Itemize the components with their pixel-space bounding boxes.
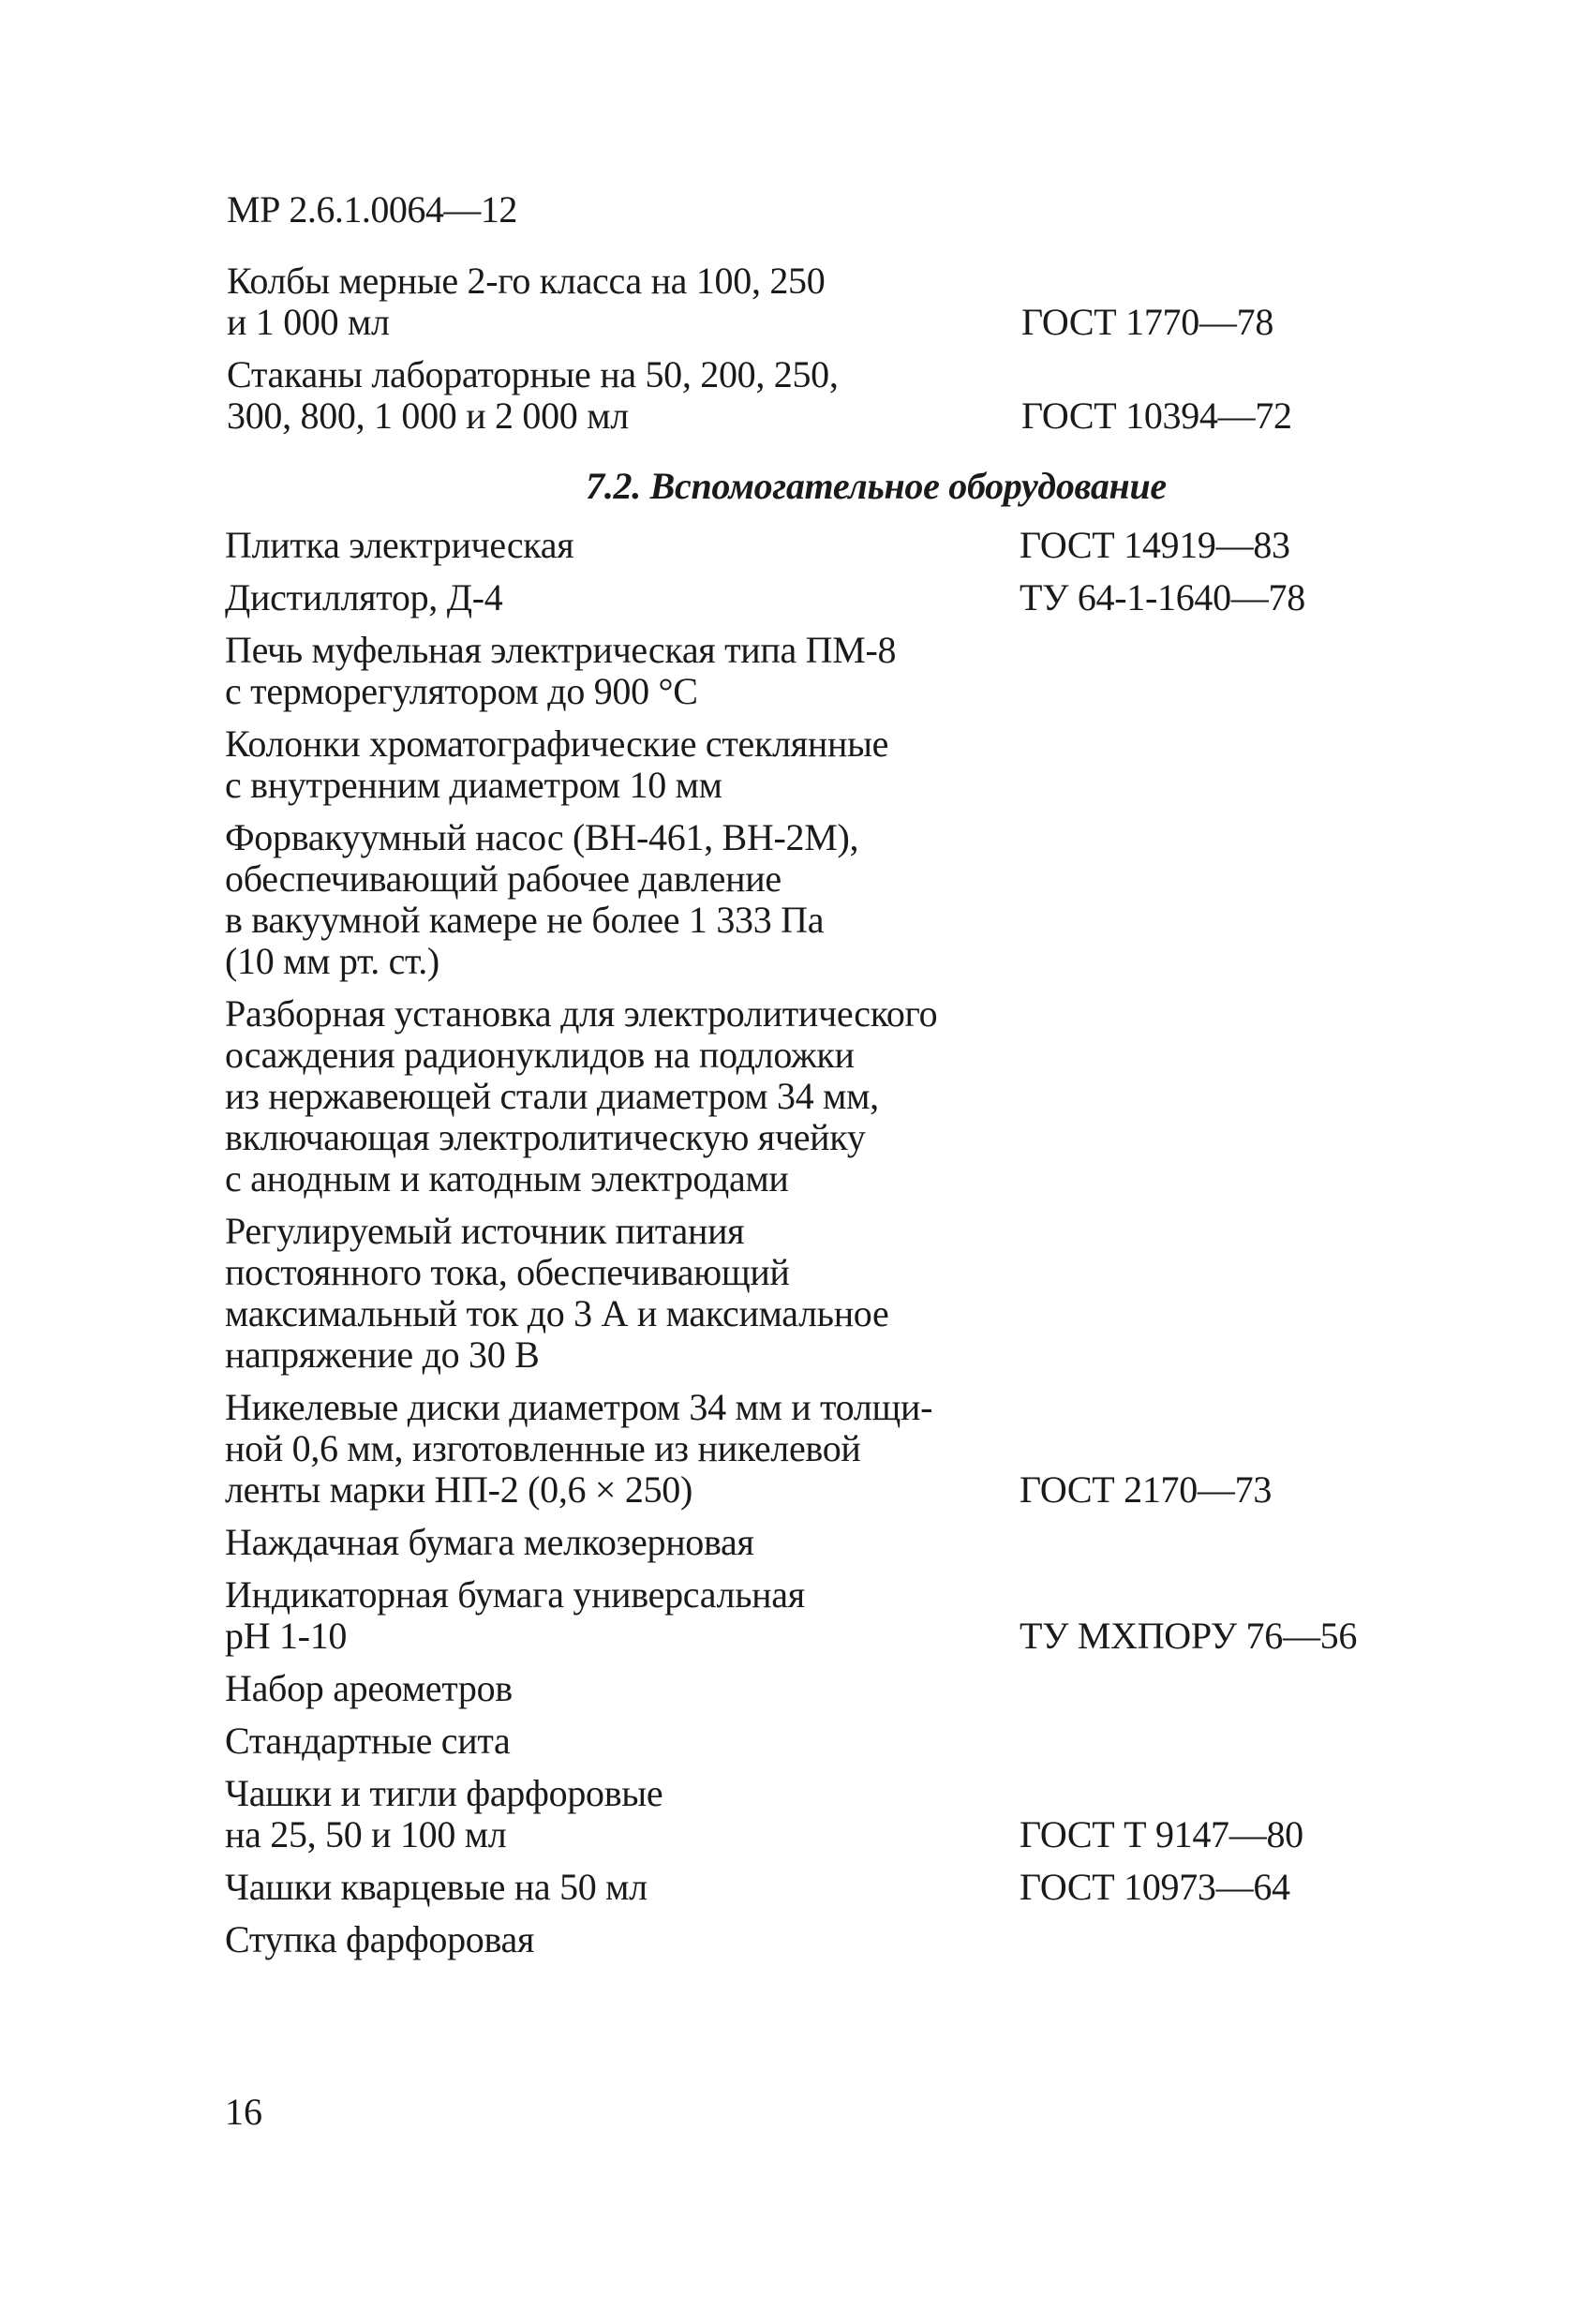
item-description: Чашки кварцевые на 50 мл (225, 1866, 648, 1908)
item-description: Разборная установка для электролитического осаждения радионуклидов на подложки из нержавеющей стали диаметром 34 мм, включающая электролитическую ячейку с анодным и катодным электродами (225, 992, 938, 1199)
item-description: Печь муфельная электрическая типа ПМ-8 с терморегулятором до 900 °С (225, 629, 897, 712)
item-standard: ГОСТ 10973—64 (1020, 1866, 1290, 1908)
list-item (225, 723, 1396, 806)
item-description: Форвакуумный насос (ВН-461, ВН-2М), обеспечивающий рабочее давление в вакуумной камере не более 1 333 Па (10 мм рт. ст.) (225, 816, 859, 982)
list-item (227, 261, 1398, 343)
list-item (225, 1721, 1396, 1762)
list-item (225, 1387, 1396, 1511)
document-code: МР 2.6.1.0064—12 (227, 188, 517, 231)
list-item (225, 1574, 1396, 1657)
item-standard: ТУ 64-1-1640—78 (1020, 576, 1305, 618)
item-standard: ТУ МХПОРУ 76—56 (1020, 1615, 1358, 1657)
list-item (225, 1211, 1396, 1376)
item-description: Чашки и тигли фарфоровые на 25, 50 и 100 мл (225, 1772, 663, 1855)
auxiliary-equipment-list (225, 525, 1396, 1972)
item-description: Стаканы лабораторные на 50, 200, 250, 300, 800, 1 000 и 2 000 мл (227, 353, 839, 437)
item-description: Дистиллятор, Д-4 (225, 576, 503, 618)
list-item (225, 1919, 1396, 1960)
item-description: Колбы мерные 2-го класса на 100, 250 и 1 000 мл (227, 260, 826, 343)
list-item (227, 354, 1398, 437)
item-description: Наждачная бумага мелкозерновая (225, 1521, 754, 1563)
item-standard: ГОСТ Т 9147—80 (1020, 1813, 1303, 1855)
item-description: Индикаторная бумага универсальная pH 1-10 (225, 1573, 805, 1657)
item-description: Регулируемый источник питания постоянного тока, обеспечивающий максимальный ток до 3 А и максимальное напряжение до 30 В (225, 1210, 889, 1376)
item-standard: ГОСТ 14919—83 (1020, 524, 1290, 566)
list-item (225, 577, 1396, 618)
item-description: Никелевые диски диаметром 34 мм и толщи- ной 0,6 мм, изготовленные из никелевой ленты марки НП-2 (0,6 × 250) (225, 1386, 933, 1511)
item-description: Стандартные сита (225, 1720, 511, 1762)
list-item (225, 1773, 1396, 1855)
list-item (225, 993, 1396, 1199)
section-heading: 7.2. Вспомогательное оборудование (586, 465, 1167, 507)
list-item (225, 817, 1396, 982)
item-standard: ГОСТ 10394—72 (1021, 395, 1292, 437)
page-number: 16 (225, 2091, 262, 2133)
item-description: Плитка электрическая (225, 524, 574, 566)
list-item (225, 630, 1396, 712)
item-description: Ступка фарфоровая (225, 1918, 535, 1960)
item-standard: ГОСТ 1770—78 (1021, 301, 1274, 343)
item-standard: ГОСТ 2170—73 (1020, 1468, 1273, 1511)
list-item (225, 1867, 1396, 1908)
item-description: Колонки хроматографические стеклянные с внутренним диаметром 10 мм (225, 723, 889, 806)
item-description: Набор ареометров (225, 1667, 513, 1709)
list-item (225, 1668, 1396, 1709)
list-item (225, 525, 1396, 566)
pre-equipment-list (227, 261, 1398, 448)
list-item (225, 1522, 1396, 1563)
